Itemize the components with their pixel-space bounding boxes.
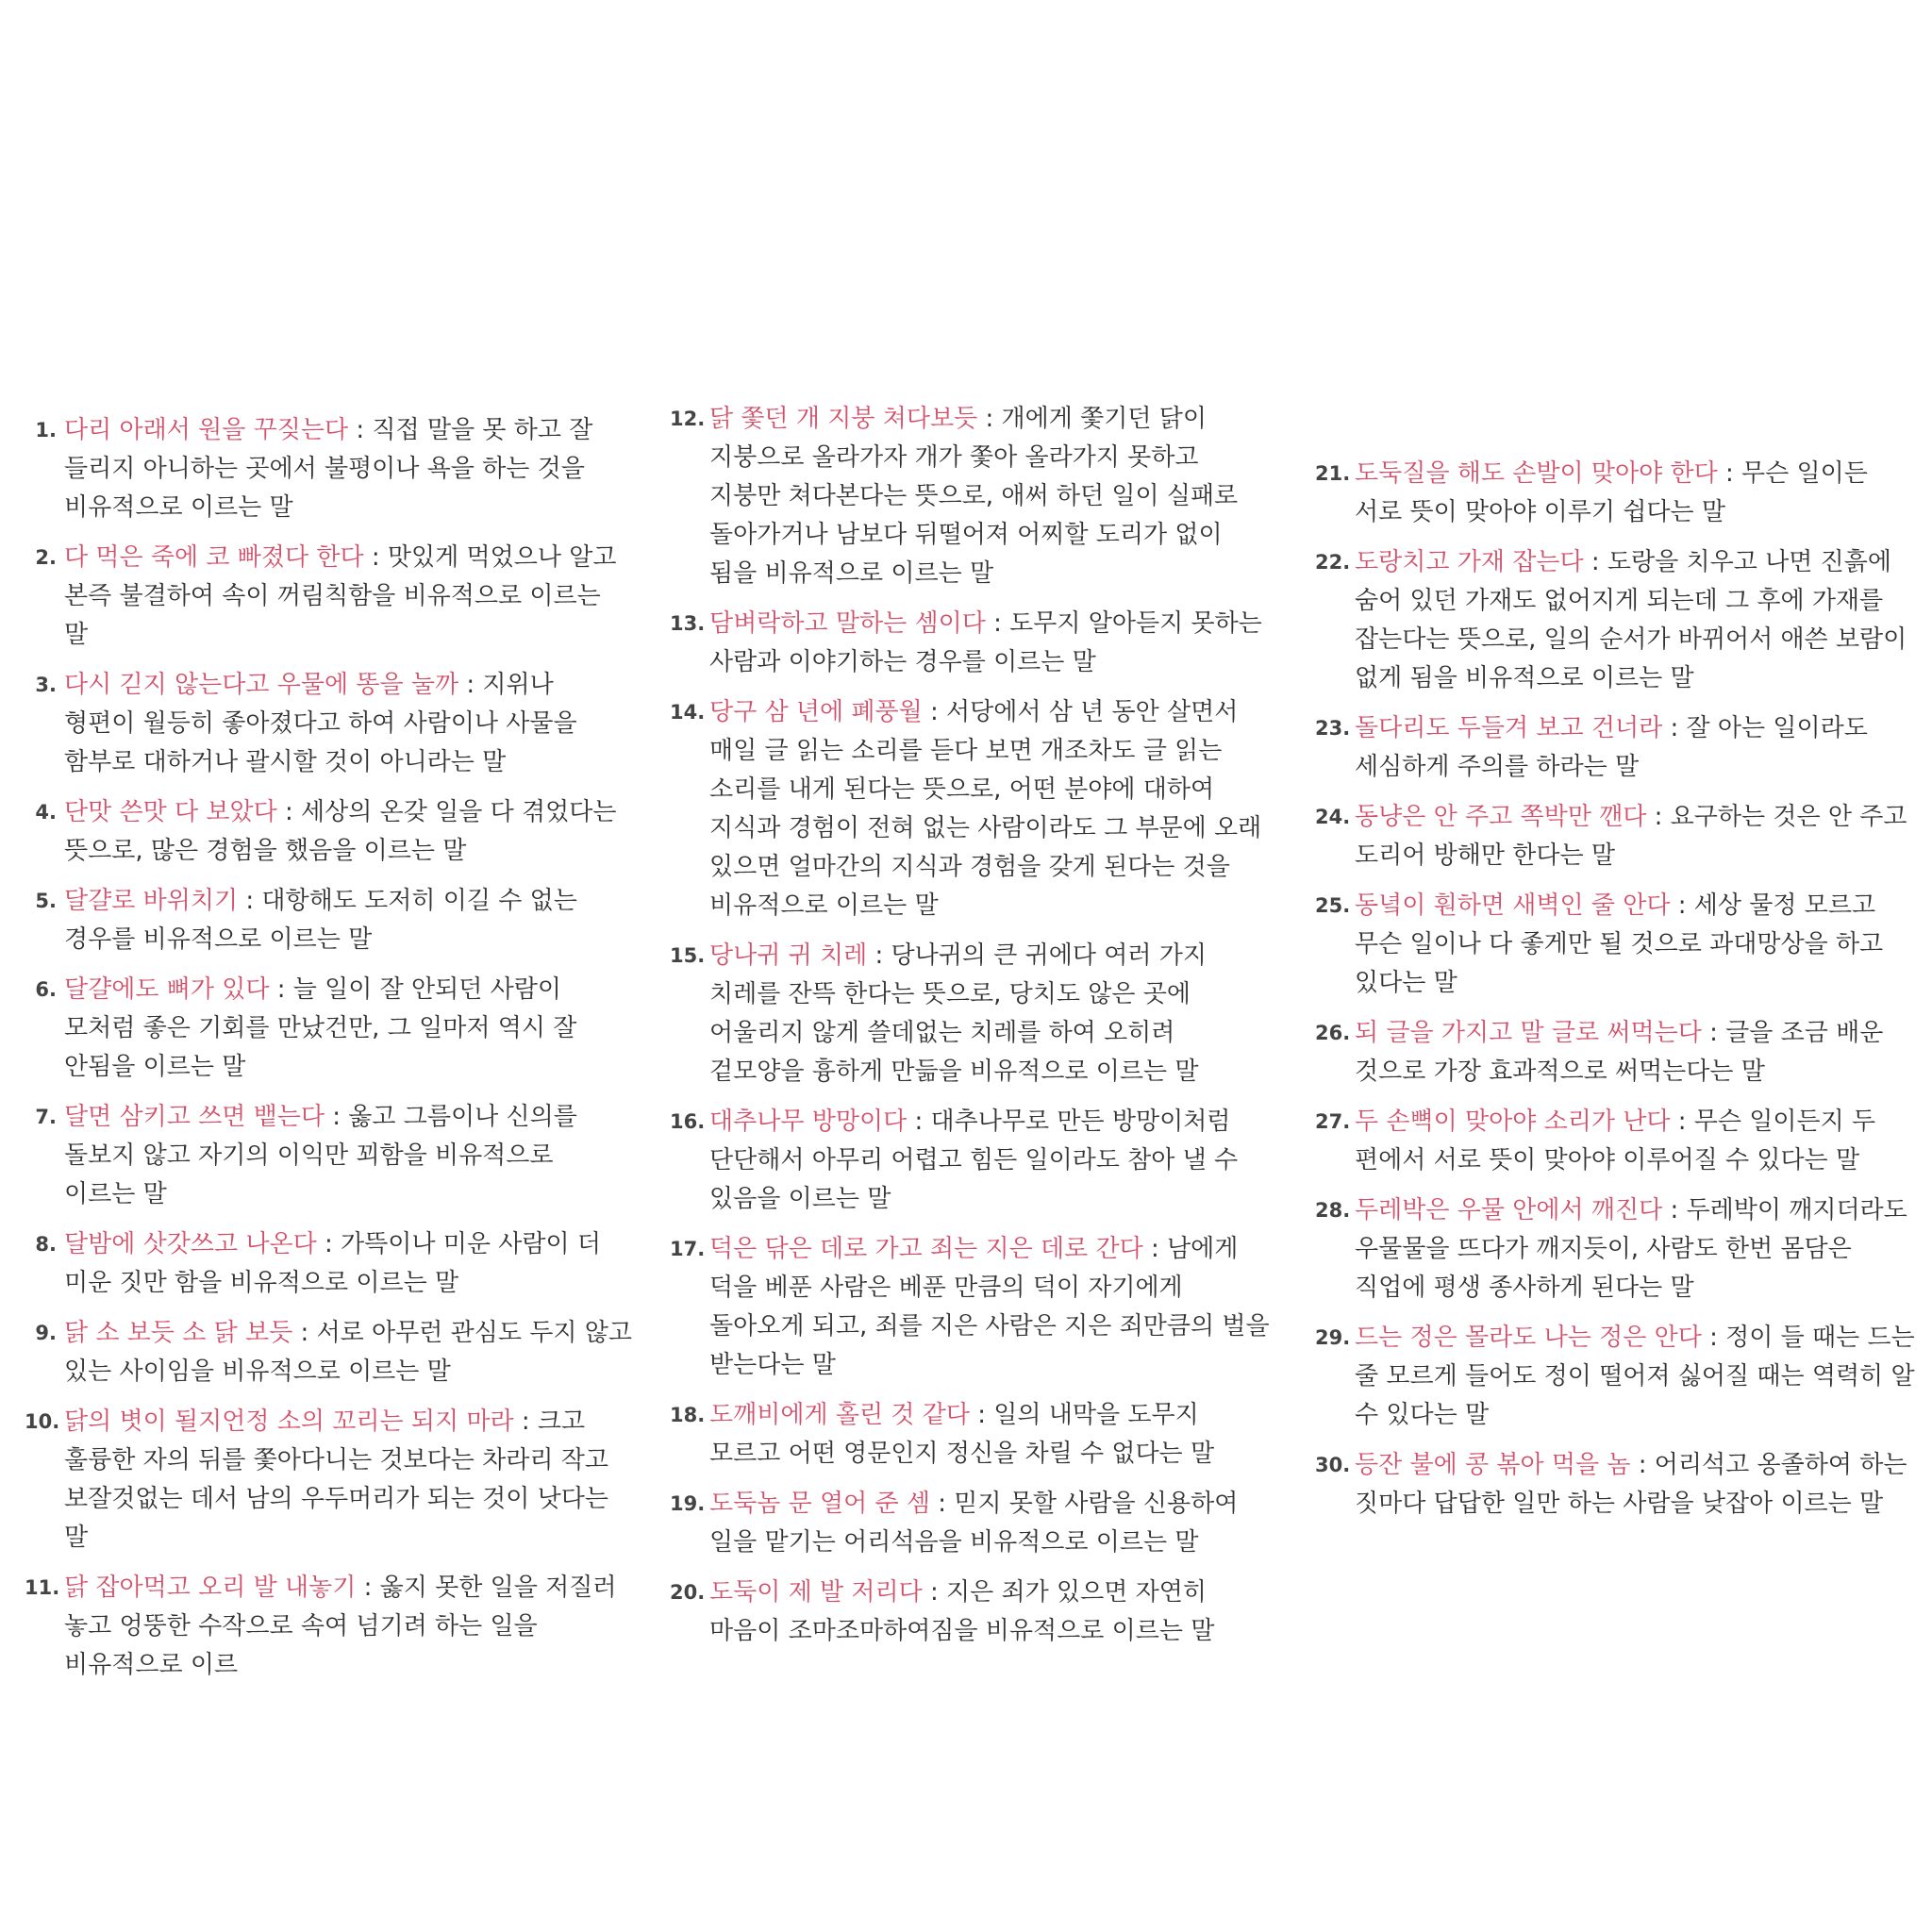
proverb-definition: 지위나 형편이 월등히 좋아졌다고 하여 사람이나 사물을 함부로 대하거나 괄시할 것이 아니라는 말 xyxy=(64,671,577,776)
proverb-number: 13. xyxy=(670,612,706,635)
proverb-definition: 도랑을 치우고 나면 진흙에 숨어 있던 가재도 없어지게 되는데 그 후에 가재를 잡는다는 뜻으로, 일의 순서가 바뀌어서 애쓴 보람이 없게 됨을 비유적으로 이르는 말 xyxy=(1355,548,1907,692)
proverb-separator: : xyxy=(1717,459,1741,488)
proverb-item xyxy=(1315,1446,1923,1524)
proverb-definition: 도무지 알아듣지 못하는 사람과 이야기하는 경우를 이르는 말 xyxy=(709,609,1262,676)
proverb-item xyxy=(25,539,632,655)
proverb-definition: 믿지 못할 사람을 신용하여 일을 맡기는 어리석음을 비유적으로 이르는 말 xyxy=(709,1490,1239,1557)
proverb-term: 덕은 닦은 데로 가고 죄는 지은 데로 간다 xyxy=(709,1235,1143,1263)
proverb-item xyxy=(25,1314,632,1391)
proverb-item xyxy=(1315,1319,1923,1435)
proverb-list xyxy=(25,411,632,1685)
proverb-number: 22. xyxy=(1315,551,1351,574)
proverb-separator: : xyxy=(922,1578,947,1607)
proverb-item xyxy=(25,666,632,782)
proverb-separator: : xyxy=(1670,1108,1694,1136)
proverb-number: 9. xyxy=(35,1322,57,1344)
proverb-item xyxy=(670,605,1277,682)
proverb-item xyxy=(1315,1014,1923,1091)
proverb-separator: : xyxy=(969,1401,994,1429)
proverb-definition: 정이 들 때는 드는 줄 모르게 들어도 정이 떨어져 싫어질 때는 역력히 알 수 있다는 말 xyxy=(1355,1324,1915,1429)
proverb-item xyxy=(1315,455,1923,532)
proverb-item xyxy=(1315,798,1923,875)
proverb-definition: 세상의 온갖 일을 다 겪었다는 뜻으로, 많은 경험을 했음을 이르는 말 xyxy=(64,798,617,865)
proverb-term: 도랑치고 가재 잡는다 xyxy=(1355,548,1584,576)
proverb-item xyxy=(670,1485,1277,1562)
proverb-separator: : xyxy=(238,887,262,915)
proverb-number: 28. xyxy=(1315,1199,1351,1222)
proverb-definition: 개에게 쫓기던 닭이 지붕으로 올라가자 개가 쫓아 올라가지 못하고 지붕만 쳐다본다는 뜻으로, 애써 하던 일이 실패로 돌아가거나 남보다 뒤떨어져 어찌할 도리가 없이 됨을 비유적으로 이르는 말 xyxy=(709,405,1239,588)
proverb-item xyxy=(25,1403,632,1557)
proverb-separator: : xyxy=(1701,1324,1726,1352)
proverb-term: 두레박은 우물 안에서 깨진다 xyxy=(1355,1196,1663,1224)
proverb-definition: 대항해도 도저히 이길 수 없는 경우를 비유적으로 이르는 말 xyxy=(64,887,577,954)
proverb-separator: : xyxy=(269,975,293,1004)
proverb-definition: 직접 말을 못 하고 잘 들리지 아니하는 곳에서 불평이나 욕을 하는 것을 비유적으로 이르는 말 xyxy=(64,416,593,522)
proverb-separator: : xyxy=(292,1319,317,1347)
proverb-number: 25. xyxy=(1315,894,1351,917)
proverb-term: 다리 아래서 원을 꾸짖는다 xyxy=(64,416,349,444)
proverb-definition: 대추나무로 만든 방망이처럼 단단해서 아무리 어렵고 힘든 일이라도 참아 낼 수 있음을 이르는 말 xyxy=(709,1108,1239,1213)
proverb-definition: 지은 죄가 있으면 자연히 마음이 조마조마하여짐을 비유적으로 이르는 말 xyxy=(709,1578,1215,1645)
proverb-separator: : xyxy=(316,1230,341,1258)
proverb-separator: : xyxy=(276,798,302,826)
proverb-item xyxy=(1315,1191,1923,1307)
proverb-separator: : xyxy=(513,1407,538,1436)
proverb-number: 26. xyxy=(1315,1022,1351,1044)
proverb-number: 7. xyxy=(35,1106,57,1128)
proverb-definition: 서당에서 삼 년 동안 살면서 매일 글 읽는 소리를 듣다 보면 개조차도 글 읽는 소리를 내게 된다는 뜻으로, 어떤 분야에 대하여 지식과 경험이 전혀 없는 사람이라도 그 부문에 오래 있으면 얼마간의 지식과 경험을 갖게 된다는 것을 비유적으로 이르는 말 xyxy=(709,698,1262,920)
proverb-column-3 xyxy=(1315,455,1923,1535)
proverb-definition: 요구하는 것은 안 주고 도리어 방해만 한다는 말 xyxy=(1355,803,1907,870)
proverb-number: 19. xyxy=(670,1492,706,1515)
proverb-item xyxy=(670,1396,1277,1474)
proverb-separator: : xyxy=(930,1490,955,1518)
proverb-definition: 서로 아무런 관심도 두지 않고 있는 사이임을 비유적으로 이르는 말 xyxy=(64,1319,633,1386)
proverb-number: 23. xyxy=(1315,717,1351,740)
proverb-term: 달밤에 삿갓쓰고 나온다 xyxy=(64,1230,317,1258)
proverb-separator: : xyxy=(1583,548,1607,576)
proverb-number: 2. xyxy=(35,546,57,569)
proverb-definition: 무슨 일이든지 두 편에서 서로 뜻이 맞아야 이루어질 수 있다는 말 xyxy=(1355,1108,1876,1174)
proverb-item xyxy=(1315,709,1923,787)
proverb-item xyxy=(25,411,632,527)
proverb-item xyxy=(25,793,632,871)
proverb-term: 도둑질을 해도 손발이 맞아야 한다 xyxy=(1355,459,1718,488)
proverb-item xyxy=(670,400,1277,593)
proverb-number: 11. xyxy=(25,1576,60,1599)
proverb-separator: : xyxy=(907,1108,931,1136)
proverb-separator: : xyxy=(1662,1196,1687,1224)
proverb-list xyxy=(1315,455,1923,1524)
proverb-number: 1. xyxy=(35,419,57,441)
proverb-term: 닭 잡아먹고 오리 발 내놓기 xyxy=(64,1574,357,1602)
proverb-term: 돌다리도 두들겨 보고 건너라 xyxy=(1355,714,1663,742)
proverb-item xyxy=(25,971,632,1087)
proverb-term: 당구 삼 년에 폐풍월 xyxy=(709,698,923,726)
proverb-term: 달걀에도 뼈가 있다 xyxy=(64,975,270,1004)
proverb-separator: : xyxy=(985,609,1010,638)
proverb-term: 드는 정은 몰라도 나는 정은 안다 xyxy=(1355,1324,1702,1352)
proverb-term: 도둑이 제 발 저리다 xyxy=(709,1578,923,1607)
proverb-term: 등잔 불에 콩 볶아 먹을 놈 xyxy=(1355,1451,1631,1479)
proverb-term: 되 글을 가지고 말 글로 써먹는다 xyxy=(1355,1019,1702,1047)
proverb-definition: 무슨 일이든 서로 뜻이 맞아야 이루기 쉽다는 말 xyxy=(1355,459,1868,526)
proverb-term: 담벼락하고 말하는 셈이다 xyxy=(709,609,986,638)
proverb-item xyxy=(25,1098,632,1214)
proverb-number: 14. xyxy=(670,701,706,724)
proverb-term: 당나귀 귀 치레 xyxy=(709,941,868,970)
proverb-definition: 일의 내막을 도무지 모르고 어떤 영문인지 정신을 차릴 수 없다는 말 xyxy=(709,1401,1215,1468)
proverb-number: 5. xyxy=(35,890,57,912)
proverb-number: 20. xyxy=(670,1581,706,1604)
proverb-number: 29. xyxy=(1315,1326,1351,1349)
proverb-term: 닭의 볏이 될지언정 소의 꼬리는 되지 마라 xyxy=(64,1407,514,1436)
proverb-definition: 당나귀의 큰 귀에다 여러 가지 치레를 잔뜩 한다는 뜻으로, 당치도 않은 곳에 어울리지 않게 쓸데없는 치레를 하여 오히려 겉모양을 흉하게 만듦을 비유적으로 이르는 말 xyxy=(709,941,1207,1086)
proverb-term: 도둑놈 문 열어 준 셈 xyxy=(709,1490,930,1518)
proverb-definition: 늘 일이 잘 안되던 사람이 모처럼 좋은 기회를 만났건만, 그 일마저 역시 잘 안됨을 이르는 말 xyxy=(64,975,577,1081)
proverb-number: 3. xyxy=(35,674,57,696)
proverb-item xyxy=(25,1569,632,1685)
proverb-number: 15. xyxy=(670,944,706,967)
proverb-item xyxy=(670,693,1277,925)
proverb-number: 12. xyxy=(670,408,706,430)
proverb-definition: 맛있게 먹었으나 알고 본즉 불결하여 속이 꺼림칙함을 비유적으로 이르는 말 xyxy=(64,543,617,649)
proverb-item xyxy=(25,1225,632,1303)
proverb-separator: : xyxy=(356,1574,380,1602)
proverb-term: 다 먹은 죽에 코 빠졌다 한다 xyxy=(64,543,364,572)
proverb-definition: 옳고 그름이나 신의를 돌보지 않고 자기의 이익만 꾀함을 비유적으로 이르는 말 xyxy=(64,1103,577,1208)
proverb-item xyxy=(670,937,1277,1091)
proverb-separator: : xyxy=(348,416,373,444)
proverb-term: 도깨비에게 홀린 것 같다 xyxy=(709,1401,970,1429)
proverb-separator: : xyxy=(1142,1235,1168,1263)
proverb-number: 6. xyxy=(35,978,57,1001)
proverb-term: 두 손뼉이 맞아야 소리가 난다 xyxy=(1355,1108,1671,1136)
proverb-term: 닭 쫓던 개 지붕 쳐다보듯 xyxy=(709,405,978,433)
proverb-separator: : xyxy=(977,405,1002,433)
proverb-separator: : xyxy=(458,671,483,699)
proverb-definition: 가뜩이나 미운 사람이 더 미운 짓만 함을 비유적으로 이르는 말 xyxy=(64,1230,601,1297)
proverb-definition: 잘 아는 일이라도 세심하게 주의를 하라는 말 xyxy=(1355,714,1868,781)
proverb-definition: 어리석고 옹졸하여 하는 짓마다 답답한 일만 하는 사람을 낮잡아 이르는 말 xyxy=(1355,1451,1907,1518)
proverb-item xyxy=(25,882,632,959)
proverb-item xyxy=(670,1103,1277,1219)
proverb-list xyxy=(670,400,1277,1651)
proverb-term: 대추나무 방망이다 xyxy=(709,1108,908,1136)
proverb-separator: : xyxy=(1701,1019,1726,1047)
proverb-separator: : xyxy=(922,698,947,726)
proverb-separator: : xyxy=(867,941,891,970)
proverb-separator: : xyxy=(1630,1451,1655,1479)
proverb-item xyxy=(1315,1103,1923,1180)
proverb-separator: : xyxy=(324,1103,349,1131)
proverb-term: 동냥은 안 주고 쪽박만 깬다 xyxy=(1355,803,1647,831)
proverb-number: 24. xyxy=(1315,806,1351,828)
proverb-definition: 크고 훌륭한 자의 뒤를 쫓아다니는 것보다는 차라리 작고 보잘것없는 데서 남의 우두머리가 되는 것이 낫다는 말 xyxy=(64,1407,609,1552)
proverb-term: 닭 소 보듯 소 닭 보듯 xyxy=(64,1319,293,1347)
proverb-number: 16. xyxy=(670,1110,706,1133)
proverb-item xyxy=(1315,887,1923,1003)
proverb-definition: 남에게 덕을 베푼 사람은 베푼 만큼의 덕이 자기에게 돌아오게 되고, 죄를 지은 사람은 지은 죄만큼의 벌을 받는다는 말 xyxy=(709,1235,1270,1379)
proverb-separator: : xyxy=(1670,891,1694,920)
proverb-definition: 두레박이 깨지더라도 우물물을 뜨다가 깨지듯이, 사람도 한번 몸담은 직업에 평생 종사하게 된다는 말 xyxy=(1355,1196,1907,1302)
proverb-definition: 옳지 못한 일을 저질러 놓고 엉뚱한 수작으로 속여 넘기려 하는 일을 비유적으로 이르 xyxy=(64,1574,617,1679)
proverb-definition: 글을 조금 배운 것으로 가장 효과적으로 써먹는다는 말 xyxy=(1355,1019,1884,1086)
proverb-item xyxy=(670,1574,1277,1651)
proverb-number: 10. xyxy=(25,1410,60,1433)
proverb-column-2 xyxy=(670,400,1277,1662)
proverb-separator: : xyxy=(1662,714,1687,742)
proverb-number: 4. xyxy=(35,801,57,824)
proverb-separator: : xyxy=(1646,803,1671,831)
proverb-number: 21. xyxy=(1315,462,1351,485)
proverb-term: 단맛 쓴맛 다 보았다 xyxy=(64,798,277,826)
proverb-separator: : xyxy=(363,543,388,572)
proverb-item xyxy=(1315,543,1923,698)
proverb-column-1 xyxy=(25,411,632,1696)
proverb-number: 17. xyxy=(670,1238,706,1260)
proverb-number: 8. xyxy=(35,1233,57,1256)
proverb-term: 동녘이 훤하면 새벽인 줄 안다 xyxy=(1355,891,1671,920)
proverb-number: 30. xyxy=(1315,1454,1351,1476)
proverb-number: 27. xyxy=(1315,1110,1351,1133)
proverb-definition: 세상 물정 모르고 무슨 일이나 다 좋게만 될 것으로 과대망상을 하고 있다는 말 xyxy=(1355,891,1884,997)
proverb-term: 달면 삼키고 쓰면 뱉는다 xyxy=(64,1103,325,1131)
proverb-item xyxy=(670,1230,1277,1385)
proverb-number: 18. xyxy=(670,1404,706,1426)
proverb-term: 달걀로 바위치기 xyxy=(64,887,239,915)
proverb-term: 다시 긷지 않는다고 우물에 똥을 눌까 xyxy=(64,671,459,699)
